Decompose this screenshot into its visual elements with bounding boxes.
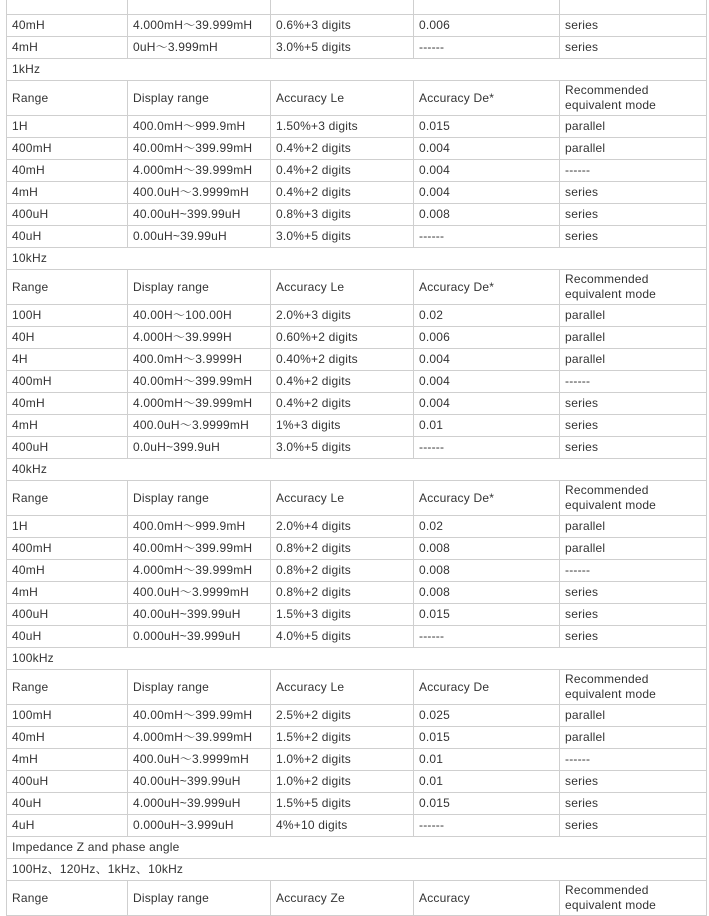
accuracy-le-cell <box>271 0 414 15</box>
accuracy-le-cell: 0.4%+2 digits <box>271 160 414 182</box>
accuracy-le-cell: 4.0%+5 digits <box>271 626 414 648</box>
accuracy-le-cell: 0.40%+2 digits <box>271 349 414 371</box>
accuracy-de-cell: 0.01 <box>414 749 560 771</box>
accuracy-de-cell: 0.02 <box>414 305 560 327</box>
accuracy-le-cell: 1.50%+3 digits <box>271 116 414 138</box>
range-cell: 40uH <box>7 793 128 815</box>
range-cell: 1H <box>7 516 128 538</box>
mode-cell: parallel <box>560 305 707 327</box>
range-cell: 400mH <box>7 538 128 560</box>
accuracy-de-cell: 0.006 <box>414 15 560 37</box>
table-header-row <box>7 670 707 705</box>
mode-cell: parallel <box>560 116 707 138</box>
table-header-row <box>7 270 707 305</box>
range-cell: 4uH <box>7 815 128 837</box>
mode-cell: series <box>560 793 707 815</box>
mode-cell: series <box>560 204 707 226</box>
range-cell: 40mH <box>7 393 128 415</box>
accuracy-le-cell: 0.8%+3 digits <box>271 204 414 226</box>
table-row <box>7 204 707 226</box>
accuracy-le-cell: 0.8%+2 digits <box>271 582 414 604</box>
range-cell: 400uH <box>7 771 128 793</box>
accuracy-de-cell: 0.01 <box>414 771 560 793</box>
range-cell: 40uH <box>7 226 128 248</box>
accuracy-de-cell: 0.008 <box>414 538 560 560</box>
table-header-row <box>7 481 707 516</box>
mode-cell: parallel <box>560 138 707 160</box>
accuracy-le-cell: 1.5%+5 digits <box>271 793 414 815</box>
range-cell: 40mH <box>7 560 128 582</box>
header-accuracy-de: Accuracy De* <box>414 81 560 116</box>
header-recommended-mode: Recommended equivalent mode <box>560 481 707 516</box>
display-range-cell: 40.00mH～399.99mH <box>128 138 271 160</box>
header-accuracy-de: Accuracy De <box>414 670 560 705</box>
section-row <box>7 248 707 270</box>
accuracy-de-cell: 0.015 <box>414 793 560 815</box>
table-row <box>7 437 707 459</box>
mode-cell: ------ <box>560 371 707 393</box>
table-row <box>7 793 707 815</box>
mode-cell: parallel <box>560 516 707 538</box>
section-title: 1kHz <box>7 59 707 81</box>
display-range-cell: 4.000mH～39.999mH <box>128 160 271 182</box>
display-range-cell: 4.000mH～39.999mH <box>128 15 271 37</box>
header-recommended-mode: Recommended equivalent mode <box>560 81 707 116</box>
mode-cell: parallel <box>560 727 707 749</box>
accuracy-de-cell: 0.004 <box>414 393 560 415</box>
mode-cell: series <box>560 226 707 248</box>
header-range: Range <box>7 481 128 516</box>
accuracy-le-cell: 3.0%+5 digits <box>271 437 414 459</box>
range-cell: 40H <box>7 327 128 349</box>
table-header-row <box>7 81 707 116</box>
range-cell: 400mH <box>7 138 128 160</box>
header-accuracy-le: Accuracy Le <box>271 481 414 516</box>
table-row <box>7 560 707 582</box>
table-row <box>7 138 707 160</box>
mode-cell: ------ <box>560 749 707 771</box>
section-row-impedance <box>7 837 707 859</box>
spec-table-body <box>7 0 707 916</box>
display-range-cell <box>128 0 271 15</box>
accuracy-le-cell: 1%+3 digits <box>271 415 414 437</box>
range-cell: 4H <box>7 349 128 371</box>
mode-cell: series <box>560 393 707 415</box>
header-accuracy-le: Accuracy Ze <box>271 881 414 916</box>
accuracy-de-cell: ------ <box>414 437 560 459</box>
accuracy-le-cell: 1.5%+2 digits <box>271 727 414 749</box>
accuracy-le-cell: 0.8%+2 digits <box>271 560 414 582</box>
header-accuracy-de: Accuracy De* <box>414 270 560 305</box>
section-title: Impedance Z and phase angle <box>7 837 707 859</box>
accuracy-de-cell: 0.004 <box>414 182 560 204</box>
range-cell: 40uH <box>7 626 128 648</box>
accuracy-de-cell: 0.004 <box>414 138 560 160</box>
range-cell: 100mH <box>7 705 128 727</box>
table-row <box>7 516 707 538</box>
accuracy-de-cell: 0.004 <box>414 160 560 182</box>
range-cell: 4mH <box>7 37 128 59</box>
mode-cell: series <box>560 37 707 59</box>
section-title: 10kHz <box>7 248 707 270</box>
accuracy-le-cell: 1.5%+3 digits <box>271 604 414 626</box>
accuracy-de-cell: 0.015 <box>414 604 560 626</box>
table-row <box>7 771 707 793</box>
range-cell <box>7 0 128 15</box>
section-row <box>7 59 707 81</box>
range-cell: 40mH <box>7 15 128 37</box>
display-range-cell: 0.0uH~399.9uH <box>128 437 271 459</box>
accuracy-de-cell: ------ <box>414 626 560 648</box>
table-header-row <box>7 881 707 916</box>
mode-cell: parallel <box>560 538 707 560</box>
header-recommended-mode: Recommended equivalent mode <box>560 270 707 305</box>
display-range-cell: 400.0mH～999.9mH <box>128 116 271 138</box>
range-cell: 40mH <box>7 160 128 182</box>
table-row <box>7 226 707 248</box>
header-range: Range <box>7 81 128 116</box>
mode-cell: ------ <box>560 560 707 582</box>
display-range-cell: 4.000mH～39.999mH <box>128 560 271 582</box>
header-range: Range <box>7 270 128 305</box>
header-display-range: Display range <box>128 81 271 116</box>
mode-cell: series <box>560 15 707 37</box>
accuracy-le-cell: 0.4%+2 digits <box>271 182 414 204</box>
section-title: 100kHz <box>7 648 707 670</box>
mode-cell: series <box>560 437 707 459</box>
accuracy-de-cell: 0.004 <box>414 349 560 371</box>
header-display-range: Display range <box>128 481 271 516</box>
table-row <box>7 305 707 327</box>
accuracy-le-cell: 2.0%+4 digits <box>271 516 414 538</box>
accuracy-le-cell: 0.8%+2 digits <box>271 538 414 560</box>
display-range-cell: 400.0uH～3.9999mH <box>128 749 271 771</box>
range-cell: 4mH <box>7 415 128 437</box>
display-range-cell: 4.000H～39.999H <box>128 327 271 349</box>
range-cell: 1H <box>7 116 128 138</box>
display-range-cell: 40.00uH~399.99uH <box>128 604 271 626</box>
accuracy-le-cell: 0.4%+2 digits <box>271 393 414 415</box>
accuracy-le-cell: 3.0%+5 digits <box>271 37 414 59</box>
spec-table <box>6 0 707 916</box>
range-cell: 4mH <box>7 582 128 604</box>
display-range-cell: 40.00mH～399.99mH <box>128 705 271 727</box>
accuracy-de-cell: 0.004 <box>414 371 560 393</box>
mode-cell: parallel <box>560 705 707 727</box>
table-row <box>7 393 707 415</box>
range-cell: 400uH <box>7 204 128 226</box>
display-range-cell: 40.00uH~399.99uH <box>128 204 271 226</box>
accuracy-de-cell: ------ <box>414 226 560 248</box>
mode-cell: series <box>560 582 707 604</box>
accuracy-de-cell: 0.02 <box>414 516 560 538</box>
header-display-range: Display range <box>128 881 271 916</box>
range-cell: 100H <box>7 305 128 327</box>
header-accuracy-de: Accuracy <box>414 881 560 916</box>
header-recommended-mode: Recommended equivalent mode <box>560 670 707 705</box>
accuracy-le-cell: 3.0%+5 digits <box>271 226 414 248</box>
accuracy-de-cell: 0.008 <box>414 204 560 226</box>
table-row <box>7 582 707 604</box>
table-row <box>7 415 707 437</box>
table-row <box>7 0 707 15</box>
accuracy-le-cell: 0.4%+2 digits <box>271 371 414 393</box>
table-row <box>7 538 707 560</box>
display-range-cell: 4.000uH~39.999uH <box>128 793 271 815</box>
table-row <box>7 160 707 182</box>
mode-cell: series <box>560 626 707 648</box>
header-accuracy-le: Accuracy Le <box>271 81 414 116</box>
display-range-cell: 40.00mH～399.99mH <box>128 538 271 560</box>
display-range-cell: 4.000mH～39.999mH <box>128 727 271 749</box>
section-row <box>7 648 707 670</box>
range-cell: 400uH <box>7 437 128 459</box>
accuracy-le-cell: 0.6%+3 digits <box>271 15 414 37</box>
section-row-frequencies <box>7 859 707 881</box>
table-row <box>7 349 707 371</box>
display-range-cell: 0.000uH~39.999uH <box>128 626 271 648</box>
section-title: 40kHz <box>7 459 707 481</box>
range-cell: 400mH <box>7 371 128 393</box>
accuracy-de-cell: 0.008 <box>414 560 560 582</box>
table-row <box>7 327 707 349</box>
section-row <box>7 459 707 481</box>
accuracy-de-cell: 0.01 <box>414 415 560 437</box>
table-row <box>7 182 707 204</box>
accuracy-de-cell: ------ <box>414 815 560 837</box>
display-range-cell: 400.0mH～3.9999H <box>128 349 271 371</box>
mode-cell: parallel <box>560 349 707 371</box>
range-cell: 40mH <box>7 727 128 749</box>
display-range-cell: 40.00mH～399.99mH <box>128 371 271 393</box>
accuracy-le-cell: 0.60%+2 digits <box>271 327 414 349</box>
display-range-cell: 0.00uH~39.99uH <box>128 226 271 248</box>
accuracy-de-cell: 0.006 <box>414 327 560 349</box>
range-cell: 400uH <box>7 604 128 626</box>
accuracy-de-cell: 0.015 <box>414 116 560 138</box>
range-cell: 4mH <box>7 749 128 771</box>
header-range: Range <box>7 881 128 916</box>
display-range-cell: 4.000mH～39.999mH <box>128 393 271 415</box>
mode-cell: series <box>560 771 707 793</box>
mode-cell: series <box>560 604 707 626</box>
header-accuracy-le: Accuracy Le <box>271 270 414 305</box>
display-range-cell: 0.000uH~3.999uH <box>128 815 271 837</box>
display-range-cell: 40.00uH~399.99uH <box>128 771 271 793</box>
display-range-cell: 400.0mH～999.9mH <box>128 516 271 538</box>
accuracy-de-cell: 0.015 <box>414 727 560 749</box>
table-row <box>7 705 707 727</box>
table-row <box>7 371 707 393</box>
header-recommended-mode: Recommended equivalent mode <box>560 881 707 916</box>
accuracy-le-cell: 1.0%+2 digits <box>271 749 414 771</box>
table-row <box>7 727 707 749</box>
accuracy-le-cell: 4%+10 digits <box>271 815 414 837</box>
accuracy-le-cell: 0.4%+2 digits <box>271 138 414 160</box>
mode-cell: series <box>560 815 707 837</box>
display-range-cell: 40.00H～100.00H <box>128 305 271 327</box>
table-row <box>7 815 707 837</box>
mode-cell <box>560 0 707 15</box>
header-display-range: Display range <box>128 670 271 705</box>
display-range-cell: 400.0uH～3.9999mH <box>128 182 271 204</box>
display-range-cell: 400.0uH～3.9999mH <box>128 582 271 604</box>
accuracy-le-cell: 1.0%+2 digits <box>271 771 414 793</box>
table-row <box>7 604 707 626</box>
mode-cell: parallel <box>560 327 707 349</box>
accuracy-de-cell <box>414 0 560 15</box>
mode-cell: series <box>560 182 707 204</box>
range-cell: 4mH <box>7 182 128 204</box>
table-row <box>7 116 707 138</box>
mode-cell: ------ <box>560 160 707 182</box>
accuracy-de-cell: ------ <box>414 37 560 59</box>
header-display-range: Display range <box>128 270 271 305</box>
header-accuracy-le: Accuracy Le <box>271 670 414 705</box>
accuracy-de-cell: 0.025 <box>414 705 560 727</box>
header-accuracy-de: Accuracy De* <box>414 481 560 516</box>
accuracy-le-cell: 2.5%+2 digits <box>271 705 414 727</box>
table-row <box>7 37 707 59</box>
section-title: 100Hz、120Hz、1kHz、10kHz <box>7 859 707 881</box>
display-range-cell: 0uH～3.999mH <box>128 37 271 59</box>
display-range-cell: 400.0uH～3.9999mH <box>128 415 271 437</box>
table-row <box>7 15 707 37</box>
accuracy-de-cell: 0.008 <box>414 582 560 604</box>
header-range: Range <box>7 670 128 705</box>
mode-cell: series <box>560 415 707 437</box>
accuracy-le-cell: 2.0%+3 digits <box>271 305 414 327</box>
table-row <box>7 749 707 771</box>
table-row <box>7 626 707 648</box>
